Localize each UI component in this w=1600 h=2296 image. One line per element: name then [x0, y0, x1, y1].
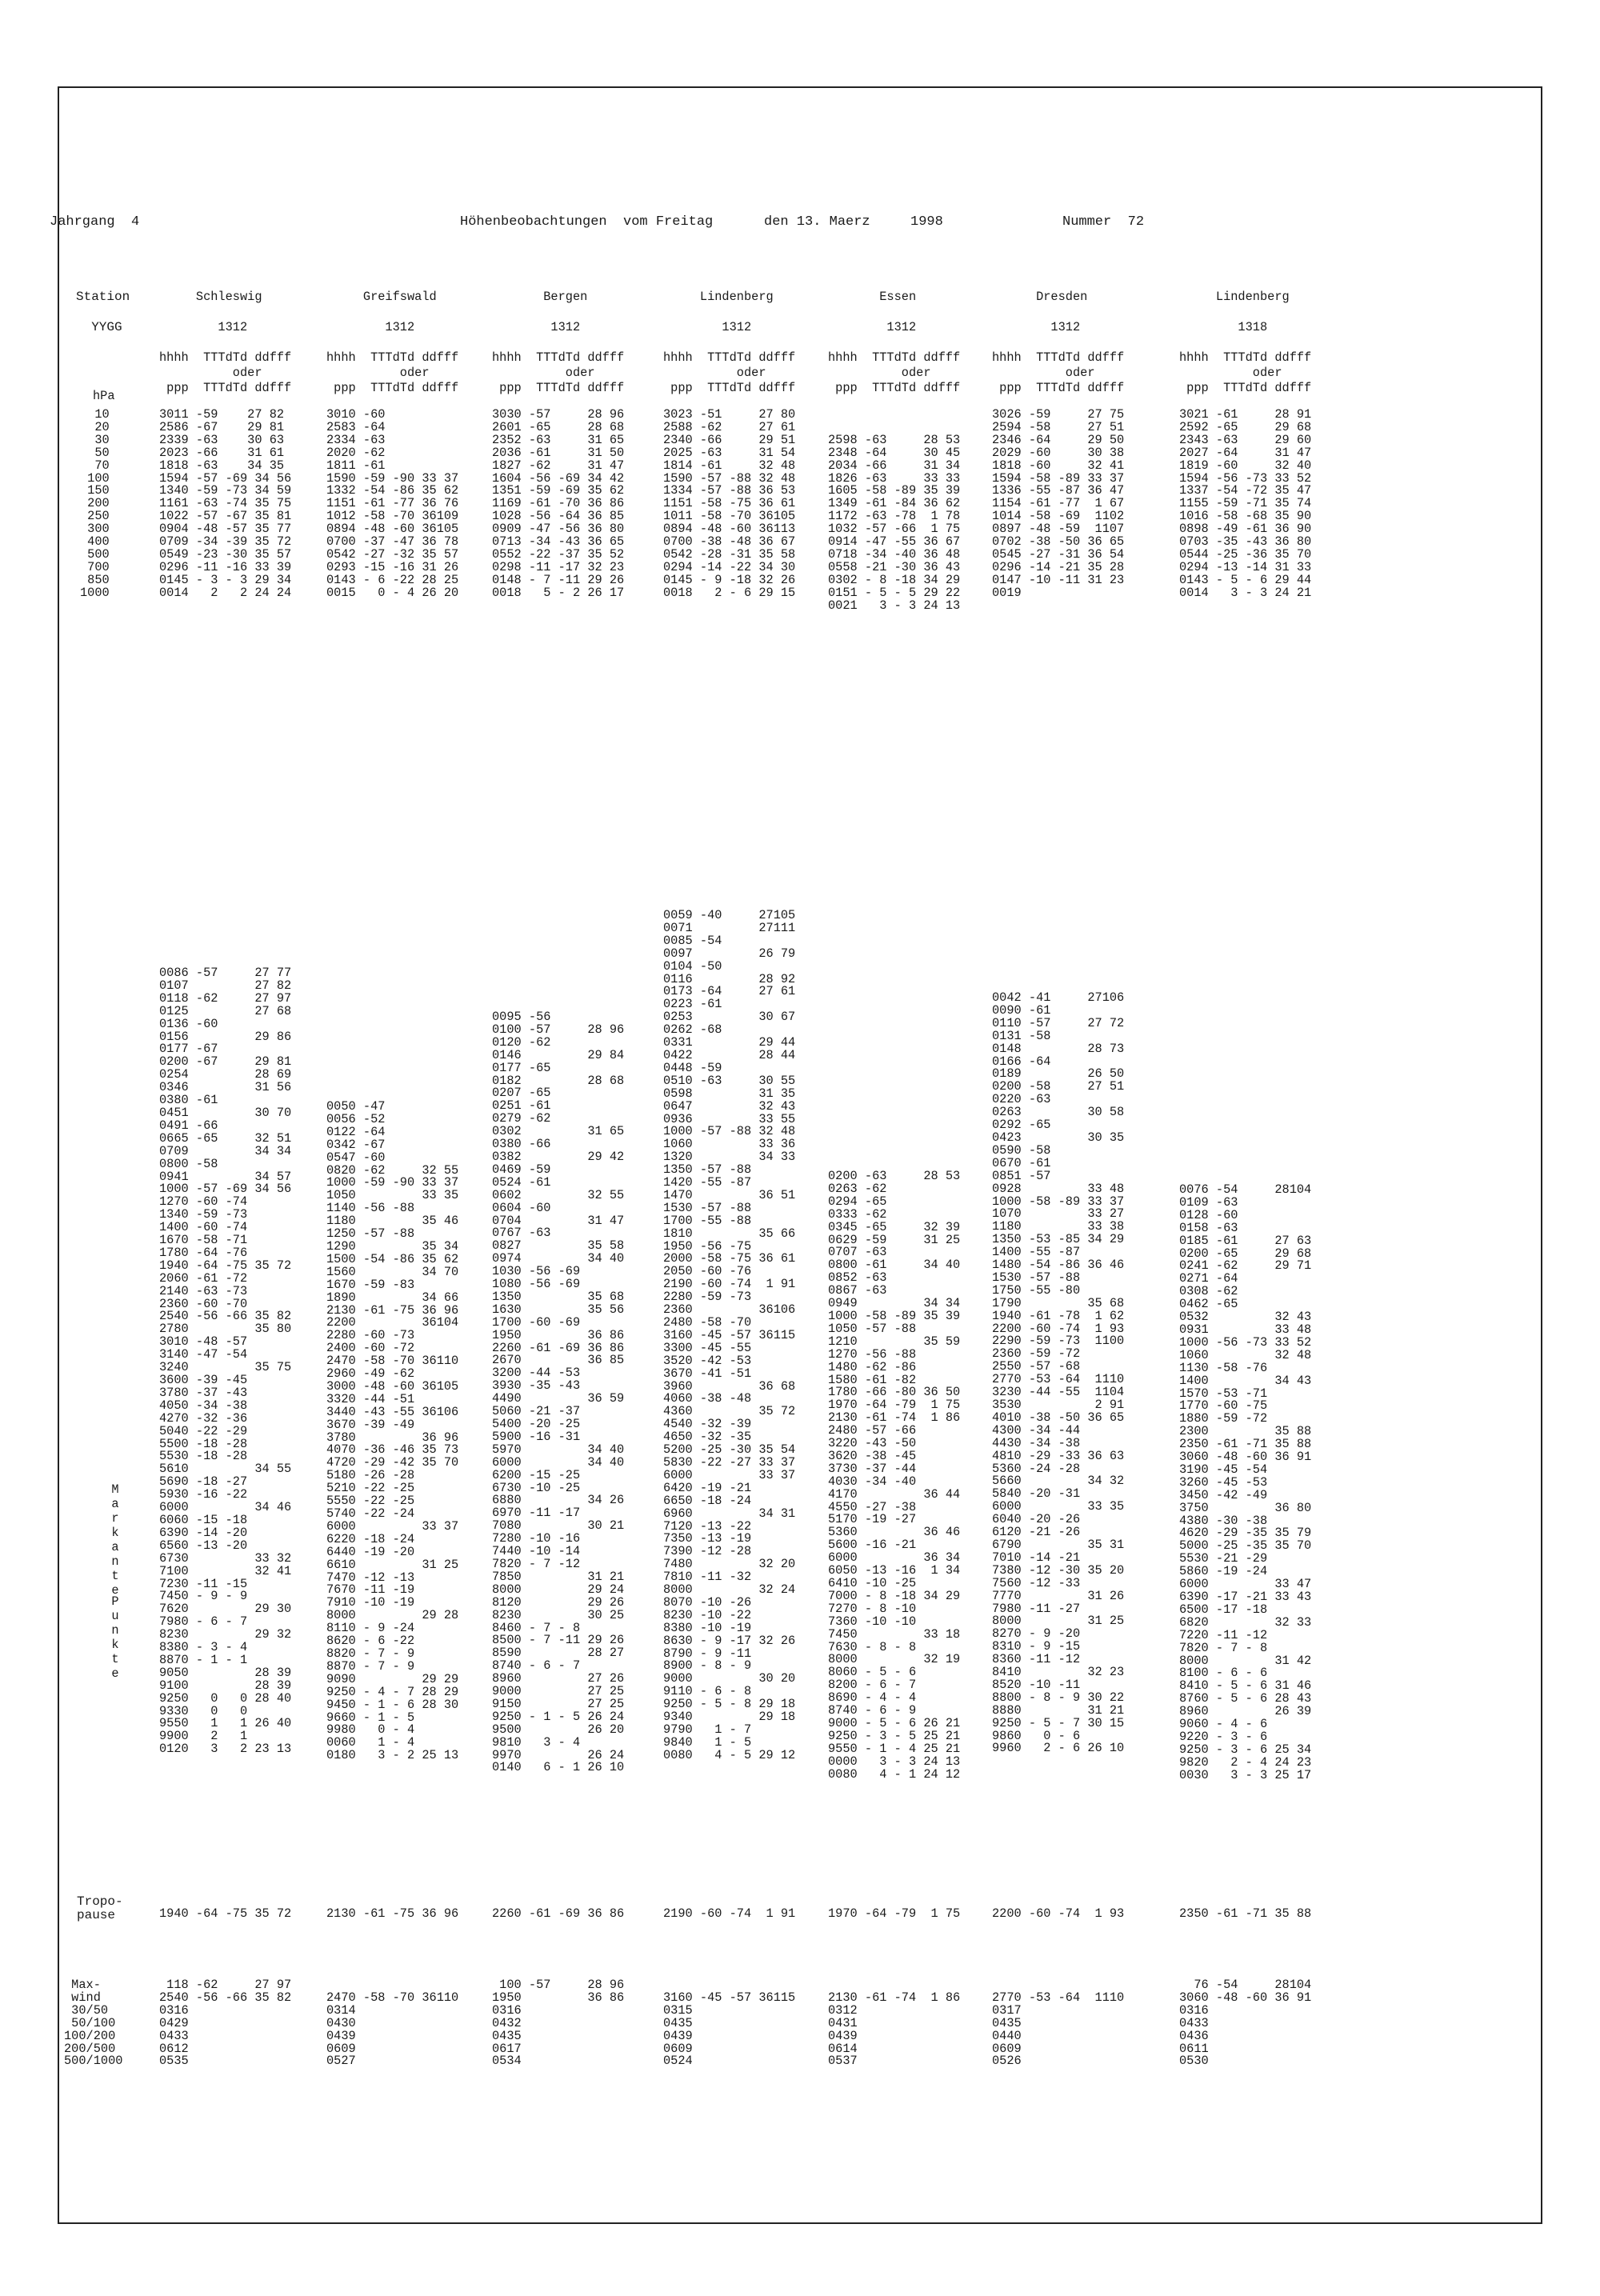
- maxwind-label: Max- wind 30/50 50/100 100/200 200/500 500/1000: [64, 1978, 123, 2069]
- markante-text: Markante: [108, 1482, 122, 1598]
- maxwind-greifswald: 2470 -58 -70 36110 0314 0430 0439 0609 0527: [326, 1990, 459, 2069]
- tropo-essen: 1970 -64 -79 1 75: [828, 1906, 961, 1921]
- maxwind-lindenberg: 3160 -45 -57 36115 0315 0435 0439 0609 0524: [663, 1990, 796, 2069]
- markante-vertical-label: [109, 1482, 120, 1598]
- punkte-text: Punkte: [108, 1594, 122, 1681]
- station-head-bergen: Bergen 1312 hhhh TTTdTd ddfff oder ppp TTTdTd ddfff: [492, 290, 625, 395]
- tropo-lindenberg: 2190 -60 -74 1 91: [663, 1906, 796, 1921]
- station-head-dresden: Dresden 1312 hhhh TTTdTd ddfff oder ppp TTTdTd ddfff: [992, 290, 1125, 395]
- std-levels-bergen: 3030 -57 28 96 2601 -65 28 68 2352 -63 31 65 2036 -61 31 50 1827 -62 31 47 1604 -56 -69 34 42 1351 -59 -69 35 62 1169 -61 -70 36 86 1028 -56 -64 36 85 0909 -47 -56 36 80 0713 -34 -43 36 65 0552 -22 -37 35 52 0298 -11 -17 32 23 0148 - 7 -11 29 26 0018 5 - 2 26 17: [492, 407, 625, 600]
- tropo-schleswig: 1940 -64 -75 35 72: [159, 1906, 292, 1921]
- std-levels-greifswald: 3010 -60 2583 -64 2334 -63 2020 -62 1811 -61 1590 -59 -90 33 37 1332 -54 -86 35 62 1151 -61 -77 36 76 1012 -58 -70 36109 0894 -48 -60 36105 0700 -37 -47 36 78 0542 -27 -32 35 57 0293 -15 -16 31 26 0143 - 6 -22 28 25 0015 0 - 4 26 20: [326, 407, 459, 600]
- station-head-essen: Essen 1312 hhhh TTTdTd ddfff oder ppp TTTdTd ddfff: [828, 290, 961, 395]
- maxwind-schleswig: 118 -62 27 97 2540 -56 -66 35 82 0316 0429 0433 0612 0535: [159, 1978, 292, 2069]
- std-levels-lindenberg: 3023 -51 27 80 2588 -62 27 61 2340 -66 29 51 2025 -63 31 54 1814 -61 32 48 1590 -57 -88 32 48 1334 -57 -88 36 53 1151 -58 -75 36 61 1011 -58 -70 36105 0894 -48 -60 36113 0700 -38 -48 36 67 0542 -28 -31 35 58 0294 -14 -22 34 30 0145 - 9 -18 32 26 0018 2 - 6 29 15: [663, 407, 796, 600]
- document-title: Höhenbeobachtungen vom Freitag: [460, 214, 714, 230]
- station-heading: Station YYGG: [76, 290, 130, 334]
- station-head-greifswald: Greifswald 1312 hhhh TTTdTd ddfff oder ppp TTTdTd ddfff: [326, 290, 459, 395]
- pressure-levels: 10 20 30 50 70 100 150 200 250 300 400 500 700 850 1000: [80, 407, 110, 600]
- hpa-label: hPa: [93, 389, 115, 403]
- tropo-bergen: 2260 -61 -69 36 86: [492, 1906, 625, 1921]
- issue-number: Nummer 72: [1062, 214, 1145, 230]
- std-levels-schleswig: 3011 -59 27 82 2586 -67 29 81 2339 -63 30 63 2023 -66 31 61 1818 -63 34 35 1594 -57 -69 34 56 1340 -59 -73 34 59 1161 -63 -74 35 75 1022 -57 -67 35 81 0904 -48 -57 35 77 0709 -34 -39 35 72 0549 -23 -30 35 57 0296 -11 -16 33 39 0145 - 3 - 3 29 34 0014 2 2 24 24: [159, 407, 292, 600]
- maxwind-dresden: 2770 -53 -64 1110 0317 0435 0440 0609 0526: [992, 1990, 1125, 2069]
- punkte-vertical-label: [109, 1594, 120, 1681]
- tropo-dresden: 2200 -60 -74 1 93: [992, 1906, 1125, 1921]
- station-head-schleswig: Schleswig 1312 hhhh TTTdTd ddfff oder ppp TTTdTd ddfff: [159, 290, 292, 395]
- sig-levels-bergen: 0095 -56 0100 -57 28 96 0120 -62 0146 29 84 0177 -65 0182 28 68 0207 -65 0251 -61 0279 -62 0302 31 65 0380 -66 0382 29 42 0469 -59 0524 -61 0602 32 55 0604 -60 0704 31 47 0767 -63 0827 35 58 0974 34 40 1030 -56 -69 1080 -56 -69 1350 35 68 1630 35 56 1700 -60 -69 1950 36 86 2260 -61 -69 36 86 2670 36 85 3200 -44 -53 3930 -35 -43 4490 36 59 5060 -21 -37 5400 -20 -25 5900 -16 -31 5970 34 40 6000 34 40 6200 -15 -25 6730 -10 -25 6880 34 26 6970 -11 -17 7080 30 21 7280 -10 -16 7440 -10 -14 7820 - 7 -12 7850 31 21 8000 29 24 8120 29 26 8230 30 25 8460 - 7 - 8 8500 - 7 -11 29 26 8590 28 27 8740 - 6 - 7 8960 27 26 9000 27 25 9150 27 25 9250 - 1 - 5 26 24 9500 26 20 9810 3 - 4 9970 26 24 0140 6 - 1 26 10: [492, 1010, 625, 1775]
- sig-levels-lindenberg: 0059 -40 27105 0071 27111 0085 -54 0097 26 79 0104 -50 0116 28 92 0173 -64 27 61 0223 -61 0253 30 67 0262 -68 0331 29 44 0422 28 44 0448 -59 0510 -63 30 55 0598 31 35 0647 32 43 0936 33 55 1000 -57 -88 32 48 1060 33 36 1320 34 33 1350 -57 -88 1420 -55 -87 1470 36 51 1530 -57 -88 1700 -55 -88 1810 35 66 1950 -56 -75 2000 -58 -75 36 61 2050 -60 -76 2190 -60 -74 1 91 2280 -59 -73 2360 36106 2480 -58 -70 3160 -45 -57 36115 3300 -45 -55 3520 -42 -53 3670 -41 -51 3960 36 68 4060 -38 -48 4360 35 72 4540 -32 -39 4650 -32 -35 5200 -25 -30 35 54 5830 -22 -27 33 37 6000 33 37 6420 -19 -21 6650 -18 -24 6960 34 31 7120 -13 -22 7350 -13 -19 7390 -12 -28 7480 32 20 7810 -11 -32 8000 32 24 8070 -10 -26 8230 -10 -22 8380 -10 -19 8630 - 9 -17 32 26 8790 - 9 -11 8900 - 8 - 9 9000 30 20 9110 - 6 - 8 9250 - 5 - 8 29 18 9340 29 18 9790 1 - 7 9840 1 - 5 0080 4 - 5 29 12: [663, 908, 796, 1762]
- sig-levels-essen: 0200 -63 28 53 0263 -62 0294 -65 0333 -62 0345 -65 32 39 0629 -59 31 25 0707 -63 0800 -61 34 40 0852 -63 0867 -63 0949 34 34 1000 -58 -89 35 39 1050 -57 -88 1210 35 59 1270 -56 -88 1480 -62 -86 1580 -61 -82 1780 -66 -80 36 50 1970 -64 -79 1 75 2130 -61 -74 1 86 2480 -57 -66 3220 -43 -50 3620 -38 -45 3730 -37 -44 4030 -34 -40 4170 36 44 4550 -27 -38 5170 -19 -27 5360 36 46 5600 -16 -21 6000 36 34 6050 -13 -16 1 34 6410 -10 -25 7000 - 8 -18 34 29 7270 - 8 -10 7360 -10 -10 7450 33 18 7630 - 8 - 8 8000 32 19 8060 - 5 - 6 8200 - 6 - 7 8690 - 4 - 4 8740 - 6 - 9 9000 - 5 - 6 26 21 9250 - 3 - 5 25 21 9550 - 1 - 4 25 21 0000 3 - 3 24 13 0080 4 - 1 24 12: [828, 1169, 961, 1782]
- maxwind-lindenberg-2: 76 -54 28104 3060 -48 -60 36 91 0316 0433 0436 0611 0530: [1179, 1978, 1312, 2069]
- std-levels-dresden: 3026 -59 27 75 2594 -58 27 51 2346 -64 29 50 2029 -60 30 38 1818 -60 32 41 1594 -58 -89 33 37 1336 -55 -87 36 47 1154 -61 -77 1 67 1014 -58 -69 1102 0897 -48 -59 1107 0702 -38 -50 36 65 0545 -27 -31 36 54 0296 -14 -21 35 28 0147 -10 -11 31 23 0019: [992, 407, 1125, 600]
- station-head-lindenberg: Lindenberg 1312 hhhh TTTdTd ddfff oder ppp TTTdTd ddfff: [663, 290, 796, 395]
- document-year: 1998: [910, 214, 943, 230]
- tropo-lindenberg-2: 2350 -61 -71 35 88: [1179, 1906, 1312, 1921]
- document-date: den 13. Maerz: [764, 214, 870, 230]
- sig-levels-schleswig: 0086 -57 27 77 0107 27 82 0118 -62 27 97 0125 27 68 0136 -60 0156 29 86 0177 -67 0200 -67 29 81 0254 28 69 0346 31 56 0380 -61 0451 30 70 0491 -66 0665 -65 32 51 0709 34 34 0800 -58 0941 34 57 1000 -57 -69 34 56 1270 -60 -74 1340 -59 -73 1400 -60 -74 1670 -58 -71 1780 -64 -76 1940 -64 -75 35 72 2060 -61 -72 2140 -63 -73 2360 -60 -70 2540 -56 -66 35 82 2780 35 80 3010 -48 -57 3140 -47 -54 3240 35 75 3600 -39 -45 3780 -37 -43 4050 -34 -38 4270 -32 -36 5040 -22 -29 5500 -18 -28 5530 -18 -28 5610 34 55 5690 -18 -27 5930 -16 -22 6000 34 46 6060 -15 -18 6390 -14 -20 6560 -13 -20 6730 33 32 7100 32 41 7230 -11 -15 7450 - 9 - 9 7620 29 30 7980 - 6 - 7 8230 29 32 8380 - 3 - 4 8870 - 1 - 1 9050 28 39 9100 28 39 9250 0 0 28 40 9330 0 0 9550 1 1 26 40 9900 2 1 0120 3 2 23 13: [159, 966, 292, 1757]
- std-levels-lindenberg-2: 3021 -61 28 91 2592 -65 29 68 2343 -63 29 60 2027 -64 31 47 1819 -60 32 40 1594 -56 -73 33 52 1337 -54 -72 35 47 1155 -59 -71 35 74 1016 -58 -68 35 90 0898 -49 -61 36 90 0703 -35 -43 36 80 0544 -25 -36 35 70 0294 -13 -14 31 33 0143 - 5 - 6 29 44 0014 3 - 3 24 21: [1179, 407, 1312, 600]
- maxwind-essen: 2130 -61 -74 1 86 0312 0431 0439 0614 0537: [828, 1990, 961, 2069]
- sig-levels-dresden: 0042 -41 27106 0090 -61 0110 -57 27 72 0131 -58 0148 28 73 0166 -64 0189 26 50 0200 -58 27 51 0220 -63 0263 30 58 0292 -65 0423 30 35 0590 -58 0670 -61 0851 -57 0928 33 48 1000 -58 -89 33 37 1070 33 27 1180 33 38 1350 -53 -85 34 29 1400 -55 -87 1480 -54 -86 36 46 1530 -57 -88 1750 -55 -80 1790 35 68 1940 -61 -78 1 62 2200 -60 -74 1 93 2290 -59 -73 1100 2360 -59 -72 2550 -57 -68 2770 -53 -64 1110 3230 -44 -55 1104 3530 2 91 4010 -38 -50 36 65 4300 -34 -44 4430 -34 -38 4810 -29 -33 36 63 5360 -24 -28 5660 34 32 5840 -20 -31 6000 33 35 6040 -20 -26 6120 -21 -26 6790 35 31 7010 -14 -21 7380 -12 -30 35 20 7560 -12 -33 7770 31 26 7980 -11 -27 8000 31 25 8270 - 9 -20 8310 - 9 -15 8360 -11 -12 8410 32 23 8520 -10 -11 8800 - 8 - 9 30 22 8880 31 21 9250 - 5 - 7 30 15 9860 0 - 6 9960 2 - 6 26 10: [992, 990, 1125, 1756]
- tropo-greifswald: 2130 -61 -75 36 96: [326, 1906, 459, 1921]
- sig-levels-greifswald: 0050 -47 0056 -52 0122 -64 0342 -67 0547 -60 0820 -62 32 55 1000 -59 -90 33 37 1050 33 35 1140 -56 -88 1180 35 46 1250 -57 -88 1290 35 34 1500 -54 -86 35 62 1560 34 70 1670 -59 -83 1890 34 66 2130 -61 -75 36 96 2200 36104 2280 -60 -73 2400 -60 -72 2470 -58 -70 36110 2960 -49 -62 3000 -48 -60 36105 3320 -44 -51 3440 -43 -55 36106 3670 -39 -49 3780 36 96 4070 -36 -46 35 73 4720 -29 -42 35 70 5180 -26 -28 5210 -22 -25 5550 -22 -25 5740 -22 -24 6000 33 37 6220 -18 -24 6440 -19 -20 6610 31 25 7470 -12 -13 7670 -11 -19 7910 -10 -19 8000 29 28 8110 - 9 -24 8620 - 6 -22 8820 - 7 - 9 8870 - 7 - 9 9090 29 29 9250 - 4 - 7 28 29 9450 - 1 - 6 28 30 9660 - 1 - 5 9980 0 - 4 0060 1 - 4 0180 3 - 2 25 13: [326, 1099, 459, 1763]
- maxwind-bergen: 100 -57 28 96 1950 36 86 0316 0432 0435 0617 0534: [492, 1978, 625, 2069]
- tropopause-label: Tropo- pause: [77, 1894, 123, 1922]
- sig-levels-lindenberg-2: 0076 -54 28104 0109 -63 0128 -60 0158 -63 0185 -61 27 63 0200 -65 29 68 0241 -62 29 71 0271 -64 0308 -62 0462 -65 0532 32 43 0931 33 48 1000 -56 -73 33 52 1060 32 48 1130 -58 -76 1400 34 43 1570 -53 -71 1770 -60 -75 1880 -59 -72 2300 35 88 2350 -61 -71 35 88 3060 -48 -60 36 91 3190 -45 -54 3260 -45 -53 3450 -42 -49 3750 36 80 4380 -30 -38 4620 -29 -35 35 79 5000 -25 -35 35 70 5530 -21 -29 5860 -19 -24 6000 33 47 6390 -17 -21 33 43 6500 -17 -18 6820 32 33 7220 -11 -12 7820 - 7 - 8 8000 31 42 8100 - 6 - 6 8410 - 5 - 6 31 46 8760 - 5 - 6 28 43 8960 26 39 9060 - 4 - 6 9220 - 3 - 6 9250 - 3 - 6 25 34 9820 2 - 4 24 23 0030 3 - 3 25 17: [1179, 1182, 1312, 1782]
- jahrgang-label: Jahrgang 4: [50, 214, 140, 230]
- station-head-lindenberg-2: Lindenberg 1318 hhhh TTTdTd ddfff oder ppp TTTdTd ddfff: [1179, 290, 1312, 395]
- std-levels-essen: 2598 -63 28 53 2348 -64 30 45 2034 -66 31 34 1826 -63 33 33 1605 -58 -89 35 39 1349 -61 -84 36 62 1172 -63 -78 1 78 1032 -57 -66 1 75 0914 -47 -55 36 67 0718 -34 -40 36 48 0558 -21 -30 36 43 0302 - 8 -18 34 29 0151 - 5 - 5 29 22 0021 3 - 3 24 13: [828, 432, 961, 613]
